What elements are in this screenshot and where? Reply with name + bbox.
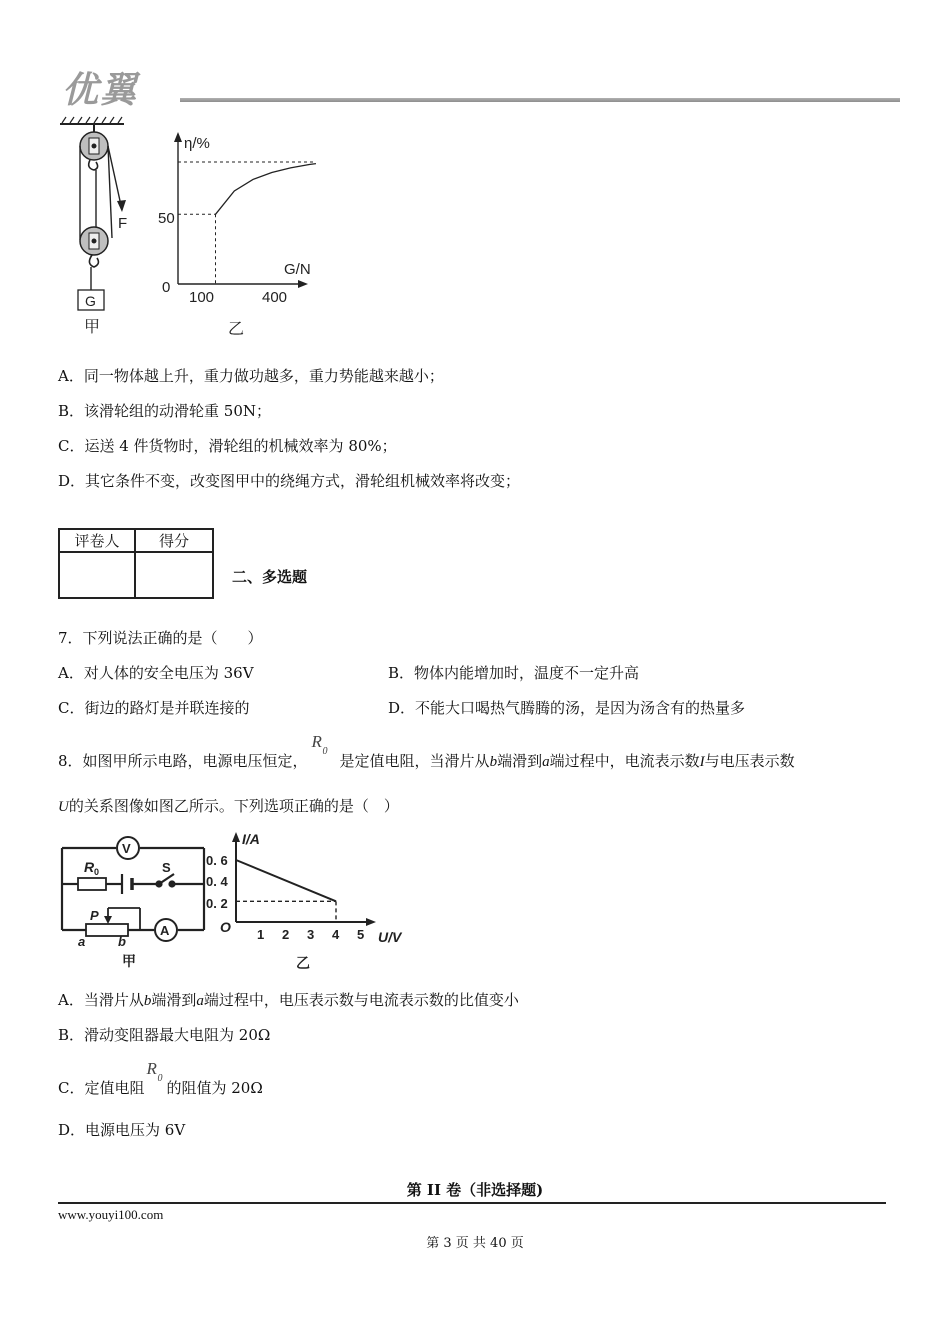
q6-option-a: A．同一物体越上升，重力做功越多，重力势能越来越小；	[58, 367, 444, 385]
q8-var-b: b	[489, 754, 498, 770]
q8-option-a-var-a: a	[196, 993, 204, 1009]
q8-stem-part5: 与电压表示数	[704, 752, 795, 770]
iu-xtick-2: 2	[282, 927, 290, 942]
q8-stem-line1	[58, 732, 795, 772]
logo: 优翼	[62, 70, 139, 111]
switch-label: S	[162, 860, 171, 875]
iu-xlabel: U/V	[378, 929, 402, 945]
q8-option-c-r0-symbol	[144, 1059, 166, 1093]
q8-stem-part3: 端滑到	[497, 752, 543, 770]
weight-label: G	[85, 293, 96, 309]
iu-xtick-4: 4	[332, 927, 340, 942]
iu-line	[236, 860, 336, 901]
q6-figure	[56, 112, 316, 344]
resistor-sub: 0	[94, 867, 100, 877]
footer-page-number: 第 3 页 共 40 页	[426, 1236, 524, 1251]
q8-option-a-part2: 端滑到	[151, 991, 197, 1009]
header-rule	[180, 98, 900, 102]
iu-xtick-5: 5	[357, 927, 365, 942]
eff-origin: 0	[162, 279, 171, 296]
eff-ytick-50: 50	[158, 210, 175, 227]
q8-option-c-part1: C．定值电阻	[58, 1079, 145, 1097]
q8-r0-sub: 0	[322, 746, 328, 757]
q7-option-b: B．物体内能增加时，温度不一定升高	[388, 664, 640, 682]
ceiling-hatch	[60, 117, 124, 124]
slider-arrow-icon	[104, 916, 112, 924]
q8-option-b: B．滑动变阻器最大电阻为 20Ω	[58, 1026, 271, 1044]
q7-stem: 7．下列说法正确的是（ ）	[58, 629, 263, 647]
iu-ytick-0.6: 0. 6	[206, 853, 228, 868]
q8-option-c-r0-main: R	[146, 1059, 157, 1078]
eff-xtick-100: 100	[189, 289, 215, 306]
iu-ytick-0.4: 0. 4	[206, 874, 228, 889]
q7-option-c: C．街边的路灯是并联连接的	[58, 699, 250, 717]
q8-stem-line2	[58, 796, 399, 817]
score-table-grader-cell[interactable]	[59, 552, 135, 598]
force-arrow-icon	[117, 200, 126, 212]
rheostat-end-a: a	[78, 934, 86, 949]
efficiency-chart	[158, 132, 316, 306]
force-label: F	[118, 215, 128, 232]
q8-option-a	[58, 990, 519, 1011]
q8-option-d: D．电源电压为 6V	[58, 1121, 186, 1139]
q6-option-c: C．运送 4 件货物时，滑轮组的机械效率为 80%；	[58, 437, 397, 455]
footer-site-link[interactable]: www.youyi100.com	[58, 1207, 164, 1222]
slider-label: P	[90, 908, 99, 923]
ammeter-icon	[155, 919, 177, 941]
movable-pulley	[80, 227, 108, 255]
q8-r0-symbol	[308, 732, 340, 766]
q8-option-c-r0-sub: 0	[157, 1073, 163, 1084]
iu-y-axis-arrow-icon	[232, 832, 240, 842]
q8-option-a-var-b: b	[143, 993, 152, 1009]
q8-option-a-part3: 端过程中，电压表示数与电流表示数的比值变小	[203, 991, 519, 1009]
q7-option-d: D．不能大口喝热气腾腾的汤，是因为汤含有的热量多	[388, 699, 746, 717]
eff-xtick-400: 400	[262, 289, 288, 306]
iu-xtick-3: 3	[307, 927, 315, 942]
q6-option-b: B．该滑轮组的动滑轮重 50N；	[58, 402, 272, 420]
section2-title: 二、多选题	[232, 568, 308, 586]
fig8-label-right: 乙	[296, 955, 310, 971]
q8-stem-part6: 的关系图像如图乙所示。下列选项正确的是（ ）	[68, 797, 399, 815]
q8-stem-part1: 8．如图甲所示电路，电源电压恒定，	[58, 752, 308, 770]
q8-stem-part4: 端过程中，电流表示数	[549, 752, 700, 770]
q6-option-d: D．其它条件不变，改变图甲中的绕绳方式，滑轮组机械效率将改变；	[58, 472, 521, 490]
voltmeter-icon	[117, 837, 139, 859]
fig6-label-right: 乙	[228, 321, 245, 338]
q8-option-a-part1: A．当滑片从	[58, 991, 144, 1009]
iu-x-axis-arrow-icon	[366, 918, 376, 926]
score-table-score-cell[interactable]	[135, 552, 213, 598]
iu-origin: O	[220, 919, 231, 935]
q8-var-i: I	[699, 754, 705, 770]
x-axis-arrow-icon	[298, 280, 308, 288]
q8-r0-main: R	[311, 732, 322, 751]
y-axis-arrow-icon	[174, 132, 182, 142]
q8-option-c-part2: 的阻值为 20Ω	[166, 1079, 263, 1097]
footer-rule	[58, 1202, 886, 1204]
efficiency-curve	[216, 162, 317, 214]
ammeter-label: A	[160, 923, 170, 938]
iu-ytick-0.2: 0. 2	[206, 896, 228, 911]
eff-xlabel: G/N	[284, 261, 311, 278]
fixed-pulley	[80, 132, 108, 160]
resistor-label: R	[84, 859, 95, 875]
eff-ylabel: η/%	[184, 135, 210, 152]
part2-title: 第 II 卷（非选择题)	[406, 1181, 544, 1199]
q8-figure	[56, 828, 416, 972]
score-table	[58, 528, 214, 599]
q7-option-a: A．对人体的安全电压为 36V	[58, 664, 254, 682]
q8-var-a: a	[542, 754, 550, 770]
q8-option-c	[58, 1059, 263, 1098]
fig6-label-left: 甲	[84, 319, 101, 336]
iu-ylabel: I/A	[242, 831, 260, 847]
voltmeter-label: V	[122, 841, 131, 856]
score-table-grader-header: 评卷人	[59, 529, 135, 552]
q8-stem-part2: 是定值电阻，当滑片从	[339, 752, 490, 770]
fig8-label-left: 甲	[122, 953, 136, 969]
rheostat-end-b: b	[118, 934, 126, 949]
iu-xtick-1: 1	[257, 927, 265, 942]
score-table-score-header: 得分	[135, 529, 213, 552]
iu-chart	[206, 831, 403, 945]
q8-var-u: U	[58, 799, 69, 815]
